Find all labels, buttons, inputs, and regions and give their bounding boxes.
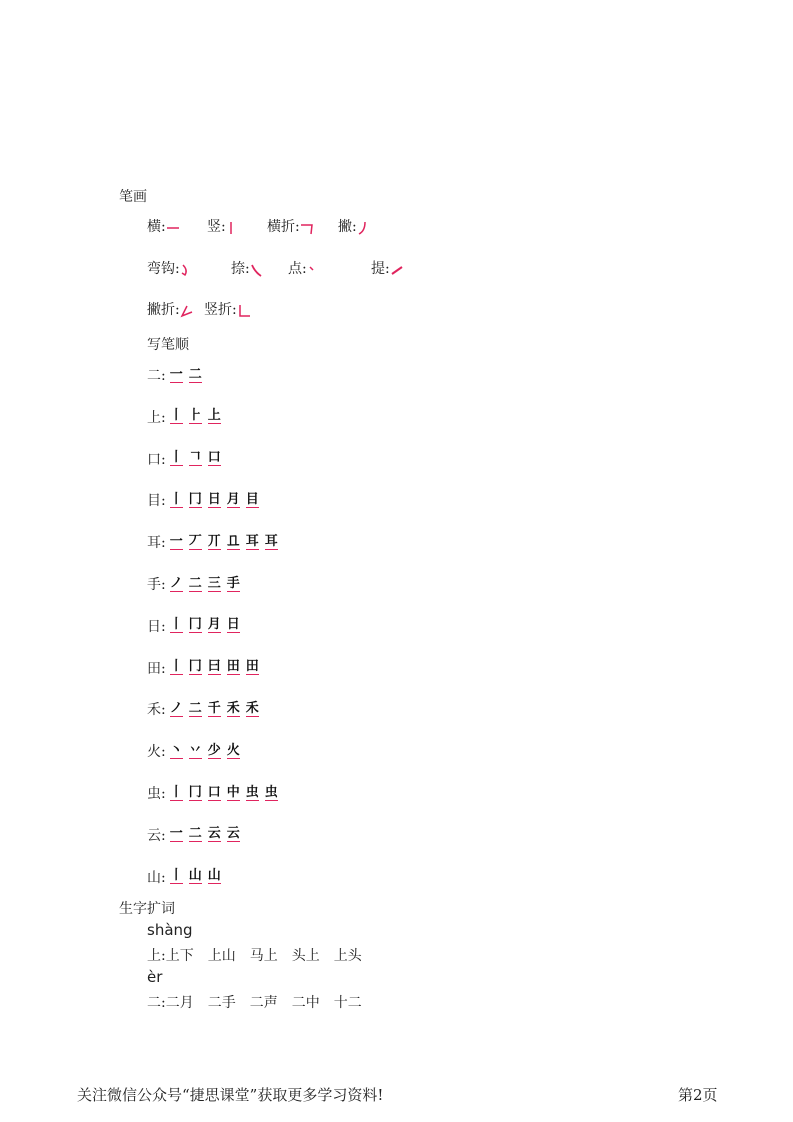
word-char: 二: <box>147 995 166 1011</box>
stroke-order-step: ⺊ <box>188 408 202 424</box>
stroke-na-icon <box>250 262 262 278</box>
stroke-order-step: 禾 <box>245 700 259 716</box>
stroke-order-step: 𠃍 <box>188 450 202 466</box>
stroke-order-step: 丶 <box>169 742 183 758</box>
word: 上山 <box>207 948 236 964</box>
word: 二手 <box>207 995 236 1011</box>
stroke-order-step: 火 <box>226 742 240 758</box>
stroke-order-step: 目 <box>245 491 259 507</box>
stroke-order-step: 禾 <box>226 700 240 716</box>
stroke-ti <box>371 258 404 278</box>
stroke-order-step: 𠀃 <box>226 533 240 549</box>
stroke-shu-icon <box>226 220 236 236</box>
stroke-order-step: 山 <box>207 868 221 884</box>
stroke-heng <box>147 216 180 236</box>
stroke-pie <box>338 216 369 236</box>
stroke-order-step: 一 <box>169 826 183 842</box>
stroke-order-char: 手: <box>147 577 166 593</box>
stroke-shuzhe-icon <box>237 303 251 319</box>
stroke-label: 撇折: <box>147 302 180 318</box>
stroke-order-row <box>147 867 227 887</box>
footer-page-number: 第2页 <box>678 1086 718 1104</box>
stroke-order-step: 丨 <box>169 784 183 800</box>
stroke-order-step: 二 <box>188 700 202 716</box>
stroke-order-step: 丨 <box>169 659 183 675</box>
stroke-dian-icon <box>307 262 317 278</box>
stroke-order-row <box>147 699 265 719</box>
stroke-label: 竖折: <box>204 302 237 318</box>
stroke-order-step: 二 <box>188 366 202 382</box>
word: 头上 <box>291 948 320 964</box>
stroke-order-step: 月 <box>226 491 240 507</box>
strokes-section-title: 笔画 <box>119 189 147 205</box>
word: 二月 <box>165 995 194 1011</box>
pinyin-shang: shàng <box>147 921 193 939</box>
stroke-label: 横折: <box>267 219 300 235</box>
order-section-title: 写笔顺 <box>147 337 189 353</box>
footer-promo: 关注微信公众号“捷思课堂”获取更多学习资料! <box>77 1086 384 1104</box>
stroke-order-step: ノ <box>169 700 183 716</box>
stroke-label: 横: <box>147 219 166 235</box>
stroke-hengzhe-icon <box>300 220 314 236</box>
stroke-order-step: 二 <box>188 575 202 591</box>
stroke-order-char: 禾: <box>147 702 166 719</box>
stroke-ti-icon <box>390 262 404 278</box>
stroke-order-char: 耳: <box>147 535 166 552</box>
stroke-order-step: 云 <box>226 826 240 842</box>
stroke-order-row <box>147 407 227 427</box>
stroke-order-row <box>147 490 265 510</box>
stroke-order-step: 一 <box>169 533 183 549</box>
stroke-order-step: 中 <box>226 784 240 800</box>
stroke-dian <box>288 258 317 278</box>
word: 上下 <box>165 948 194 964</box>
stroke-order-step: 冂 <box>188 784 202 800</box>
stroke-label: 竖: <box>207 219 226 235</box>
stroke-order-row <box>147 825 246 845</box>
stroke-order-step: 丨 <box>169 868 183 884</box>
words-section-title: 生字扩词 <box>119 901 175 917</box>
word: 二声 <box>249 995 278 1011</box>
stroke-order-row <box>147 783 284 803</box>
word-char: 上: <box>147 948 166 964</box>
stroke-order-char: 目: <box>147 493 166 510</box>
word: 马上 <box>249 948 278 964</box>
stroke-shuzhe <box>204 299 251 319</box>
stroke-order-step: 千 <box>207 700 221 716</box>
stroke-order-step: 耳 <box>264 533 278 549</box>
stroke-label: 点: <box>288 261 307 277</box>
stroke-order-step: 虫 <box>245 784 259 800</box>
stroke-wangou-icon <box>180 262 190 278</box>
stroke-order-row <box>147 658 265 678</box>
stroke-order-step: 耳 <box>245 533 259 549</box>
stroke-order-step: 上 <box>207 408 221 424</box>
stroke-order-step: 山 <box>188 868 202 884</box>
stroke-order-step: 云 <box>207 826 221 842</box>
stroke-order-char: 口: <box>147 451 166 468</box>
stroke-order-char: 上: <box>147 409 166 426</box>
stroke-order-char: 二: <box>147 368 166 384</box>
stroke-label: 捺: <box>231 261 250 277</box>
stroke-order-step: 一 <box>169 366 183 382</box>
stroke-order-step: 丨 <box>169 450 183 466</box>
pinyin-er: èr <box>147 968 163 986</box>
stroke-order-step: 田 <box>226 659 240 675</box>
stroke-order-step: 丆 <box>188 533 202 549</box>
stroke-pie-icon <box>357 220 369 236</box>
stroke-order-step: ノ <box>169 575 183 591</box>
stroke-order-row <box>147 741 246 761</box>
word: 上头 <box>333 948 362 964</box>
stroke-order-char: 日: <box>147 618 166 635</box>
stroke-order-step: 月 <box>207 617 221 633</box>
stroke-order-row <box>147 449 227 469</box>
stroke-order-step: 口 <box>207 450 221 466</box>
stroke-order-step: 三 <box>207 575 221 591</box>
stroke-order-step: 虫 <box>264 784 278 800</box>
stroke-order-step: 丌 <box>207 533 221 549</box>
stroke-order-char: 火: <box>147 744 166 761</box>
stroke-order-step: 冂 <box>188 659 202 675</box>
stroke-hengzhe <box>267 216 314 236</box>
stroke-piezhe-icon <box>180 303 194 319</box>
stroke-na <box>231 258 262 278</box>
stroke-order-char: 山: <box>147 869 166 886</box>
stroke-order-step: 日 <box>226 617 240 633</box>
word-row-shang <box>147 945 376 965</box>
stroke-order-step: 冂 <box>188 491 202 507</box>
word: 二中 <box>291 995 320 1011</box>
stroke-order-row <box>147 365 208 385</box>
stroke-order-step: 口 <box>207 784 221 800</box>
stroke-label: 撇: <box>338 219 357 235</box>
stroke-order-step: 曰 <box>207 659 221 675</box>
stroke-order-char: 云: <box>147 827 166 844</box>
stroke-order-step: 手 <box>226 575 240 591</box>
stroke-label: 提: <box>371 261 390 277</box>
stroke-piezhe <box>147 299 194 319</box>
stroke-order-step: 丨 <box>169 617 183 633</box>
stroke-order-step: 二 <box>188 826 202 842</box>
word: 十二 <box>333 995 362 1011</box>
stroke-order-row <box>147 532 284 552</box>
stroke-wangou <box>147 258 190 278</box>
stroke-heng-icon <box>166 220 180 236</box>
stroke-order-row <box>147 616 246 636</box>
stroke-order-step: 丨 <box>169 408 183 424</box>
stroke-order-step: 冂 <box>188 617 202 633</box>
stroke-order-step: 丷 <box>188 742 202 758</box>
stroke-order-char: 虫: <box>147 786 166 802</box>
stroke-order-char: 田: <box>147 660 166 677</box>
stroke-order-row <box>147 574 246 594</box>
stroke-order-step: 日 <box>207 491 221 507</box>
word-row-er <box>147 992 376 1012</box>
stroke-order-step: 丨 <box>169 491 183 507</box>
stroke-order-step: 少 <box>207 742 221 758</box>
stroke-label: 弯钩: <box>147 261 180 277</box>
stroke-shu <box>207 216 236 236</box>
stroke-order-step: 田 <box>245 659 259 675</box>
